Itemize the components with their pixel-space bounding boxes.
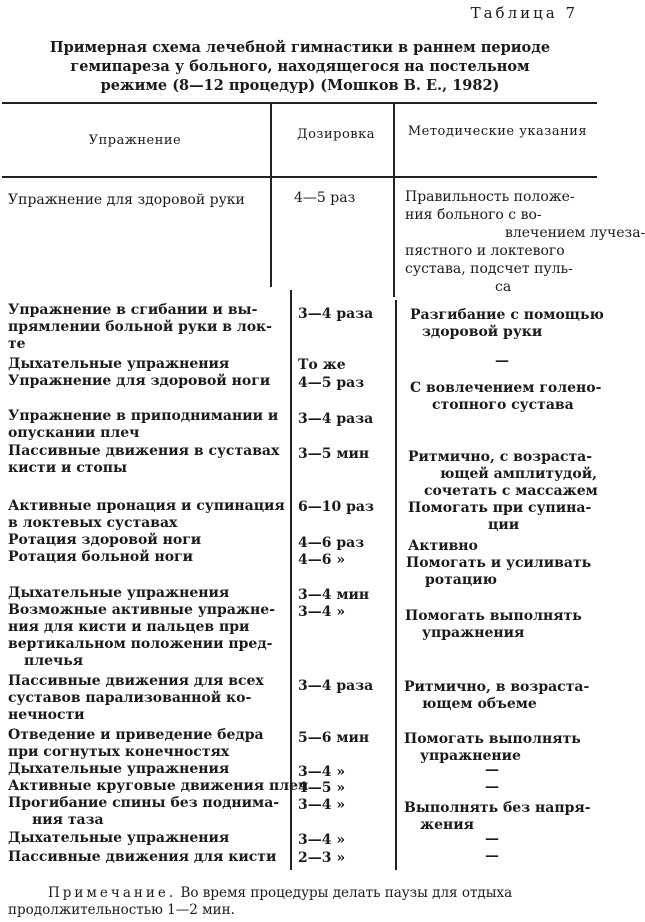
exercise-line: нечности xyxy=(8,707,85,723)
dosage-cell: 5—6 мин xyxy=(298,730,370,746)
notes-dash: — xyxy=(485,831,499,847)
notes-dash: — xyxy=(485,762,499,778)
header-dosage: Дозировка xyxy=(297,127,375,142)
first-row-notes xyxy=(405,188,645,296)
dosage-cell: 3—4 » xyxy=(298,604,346,620)
column-divider-2-top xyxy=(393,102,395,297)
notes-line: ции xyxy=(488,517,520,533)
notes-line: Выполнять без напря- xyxy=(404,800,591,816)
exercise-line: Пассивные движения в суставах xyxy=(8,443,280,459)
footnote-label: Примечание. xyxy=(48,885,177,901)
exercise-line: Ротация здоровой ноги xyxy=(8,532,202,548)
exercise-line: вертикальном положении пред- xyxy=(8,636,273,652)
dosage-cell: 3—4 раза xyxy=(298,411,374,427)
notes-line: ющей амплитудой, xyxy=(440,466,597,482)
notes-line: Помогать при супина- xyxy=(408,500,592,516)
column-divider-2-bottom xyxy=(395,300,397,870)
first-row-exercise: Упражнение для здоровой руки xyxy=(8,192,245,208)
notes-line: стопного сустава xyxy=(432,397,574,413)
exercise-line: в локтевых суставах xyxy=(8,515,178,531)
exercise-line: Активные круговые движения плеч xyxy=(8,778,309,794)
notes-dash: — xyxy=(495,353,509,369)
dosage-cell: 3—5 мин xyxy=(298,446,370,462)
table-title-line-2: гемипареза у больного, находящегося на постельном xyxy=(70,58,530,75)
exercise-line: Упражнение в приподнимании и xyxy=(8,408,279,424)
table-label: Таблица 7 xyxy=(470,4,578,22)
notes-line: ющем объеме xyxy=(422,696,537,712)
notes-line: ротацию xyxy=(425,572,497,588)
notes-line: Помогать выполнять xyxy=(405,608,582,624)
dosage-cell: 6—10 раз xyxy=(298,499,374,515)
notes-line: здоровой руки xyxy=(422,324,543,340)
exercise-line: плечья xyxy=(24,653,84,669)
exercise-line: Возможные активные упражне- xyxy=(8,602,276,618)
exercise-line: кисти и стопы xyxy=(8,460,128,476)
notes-line: Ритмично, в возраста- xyxy=(404,679,590,695)
exercise-line: суставов парализованной ко- xyxy=(8,690,252,706)
exercise-line: опускании плеч xyxy=(8,425,140,441)
header-exercise: Упражнение xyxy=(88,133,182,148)
exercise-line: Упражнение для здоровой ноги xyxy=(8,373,271,389)
table-top-rule xyxy=(2,102,597,104)
first-row-notes-line: Правильность положе- xyxy=(405,189,575,205)
notes-line: Разгибание с помощью xyxy=(410,307,604,323)
dosage-cell: То же xyxy=(298,357,346,373)
exercise-line: Дыхательные упражнения xyxy=(8,830,230,846)
notes-line: Помогать выполнять xyxy=(404,731,581,747)
header-notes: Методические указания xyxy=(407,124,588,139)
exercise-line: Ротация больной ноги xyxy=(8,549,193,565)
exercise-line: Пассивные движения для кисти xyxy=(8,849,277,865)
first-row-notes-line: сустава, подсчет пуль- xyxy=(405,261,573,277)
exercise-line: Прогибание спины без поднима- xyxy=(8,795,280,811)
first-row-dosage: 4—5 раз xyxy=(294,190,356,206)
exercise-line: ния для кисти и пальцев при xyxy=(8,619,250,635)
first-row-notes-line: влечением лучеза- xyxy=(505,225,645,241)
dosage-cell: 3—4 раза xyxy=(298,306,374,322)
dosage-cell: 2—3 » xyxy=(298,850,346,866)
notes-line: упражнения xyxy=(422,625,525,641)
exercise-line: прямлении больной руки в лок- xyxy=(8,319,272,335)
first-row-notes-line: пястного и локтевого xyxy=(405,243,565,259)
dosage-cell: 3—4 мин xyxy=(298,587,370,603)
dosage-cell: 3—4 раза xyxy=(298,678,374,694)
notes-line: Ритмично, с возраста- xyxy=(408,449,593,465)
exercise-line: ния таза xyxy=(32,812,104,828)
dosage-cell: 4—5 » xyxy=(298,780,346,796)
notes-line: сочетать с массажем xyxy=(424,483,598,499)
exercise-line: при согнутых конечностях xyxy=(8,744,230,760)
notes-line: С вовлечением голено- xyxy=(410,380,602,396)
table-footnote xyxy=(8,885,593,919)
dosage-cell: 4—5 раз xyxy=(298,375,365,391)
column-divider-1-top xyxy=(270,102,272,287)
exercise-line: Дыхательные упражнения xyxy=(8,356,230,372)
table-title-line-1: Примерная схема лечебной гимнастики в раннем периоде xyxy=(49,39,551,56)
footnote-text: Во время процедуры делать паузы для отдыха продолжительностью 1—2 мин. xyxy=(8,885,513,918)
table-title-line-3: режиме (8—12 процедур) (Мошков В. Е., 1982) xyxy=(100,77,500,94)
notes-line: Активно xyxy=(408,538,478,554)
exercise-line: Пассивные движения для всех xyxy=(8,673,264,689)
exercise-line: те xyxy=(8,336,26,352)
notes-line: Помогать и усиливать xyxy=(406,555,592,571)
exercise-line: Активные пронация и супинация xyxy=(8,498,285,514)
exercise-line: Отведение и приведение бедра xyxy=(8,727,264,743)
notes-dash: — xyxy=(485,779,499,795)
header-bottom-rule xyxy=(2,176,597,178)
first-row-notes-line: са xyxy=(495,279,512,295)
notes-dash: — xyxy=(485,848,499,864)
dosage-cell: 4—6 » xyxy=(298,552,346,568)
exercise-line: Упражнение в сгибании и вы- xyxy=(8,302,258,318)
exercise-line: Дыхательные упражнения xyxy=(8,585,230,601)
dosage-cell: 3—4 » xyxy=(298,832,346,848)
first-row-notes-line: ния больного с во- xyxy=(405,207,542,223)
exercise-line: Дыхательные упражнения xyxy=(8,761,230,777)
notes-line: жения xyxy=(420,817,475,833)
dosage-cell: 3—4 » xyxy=(298,797,346,813)
dosage-cell: 3—4 » xyxy=(298,764,346,780)
notes-line: упражнение xyxy=(420,748,521,764)
dosage-cell: 4—6 раз xyxy=(298,535,365,551)
